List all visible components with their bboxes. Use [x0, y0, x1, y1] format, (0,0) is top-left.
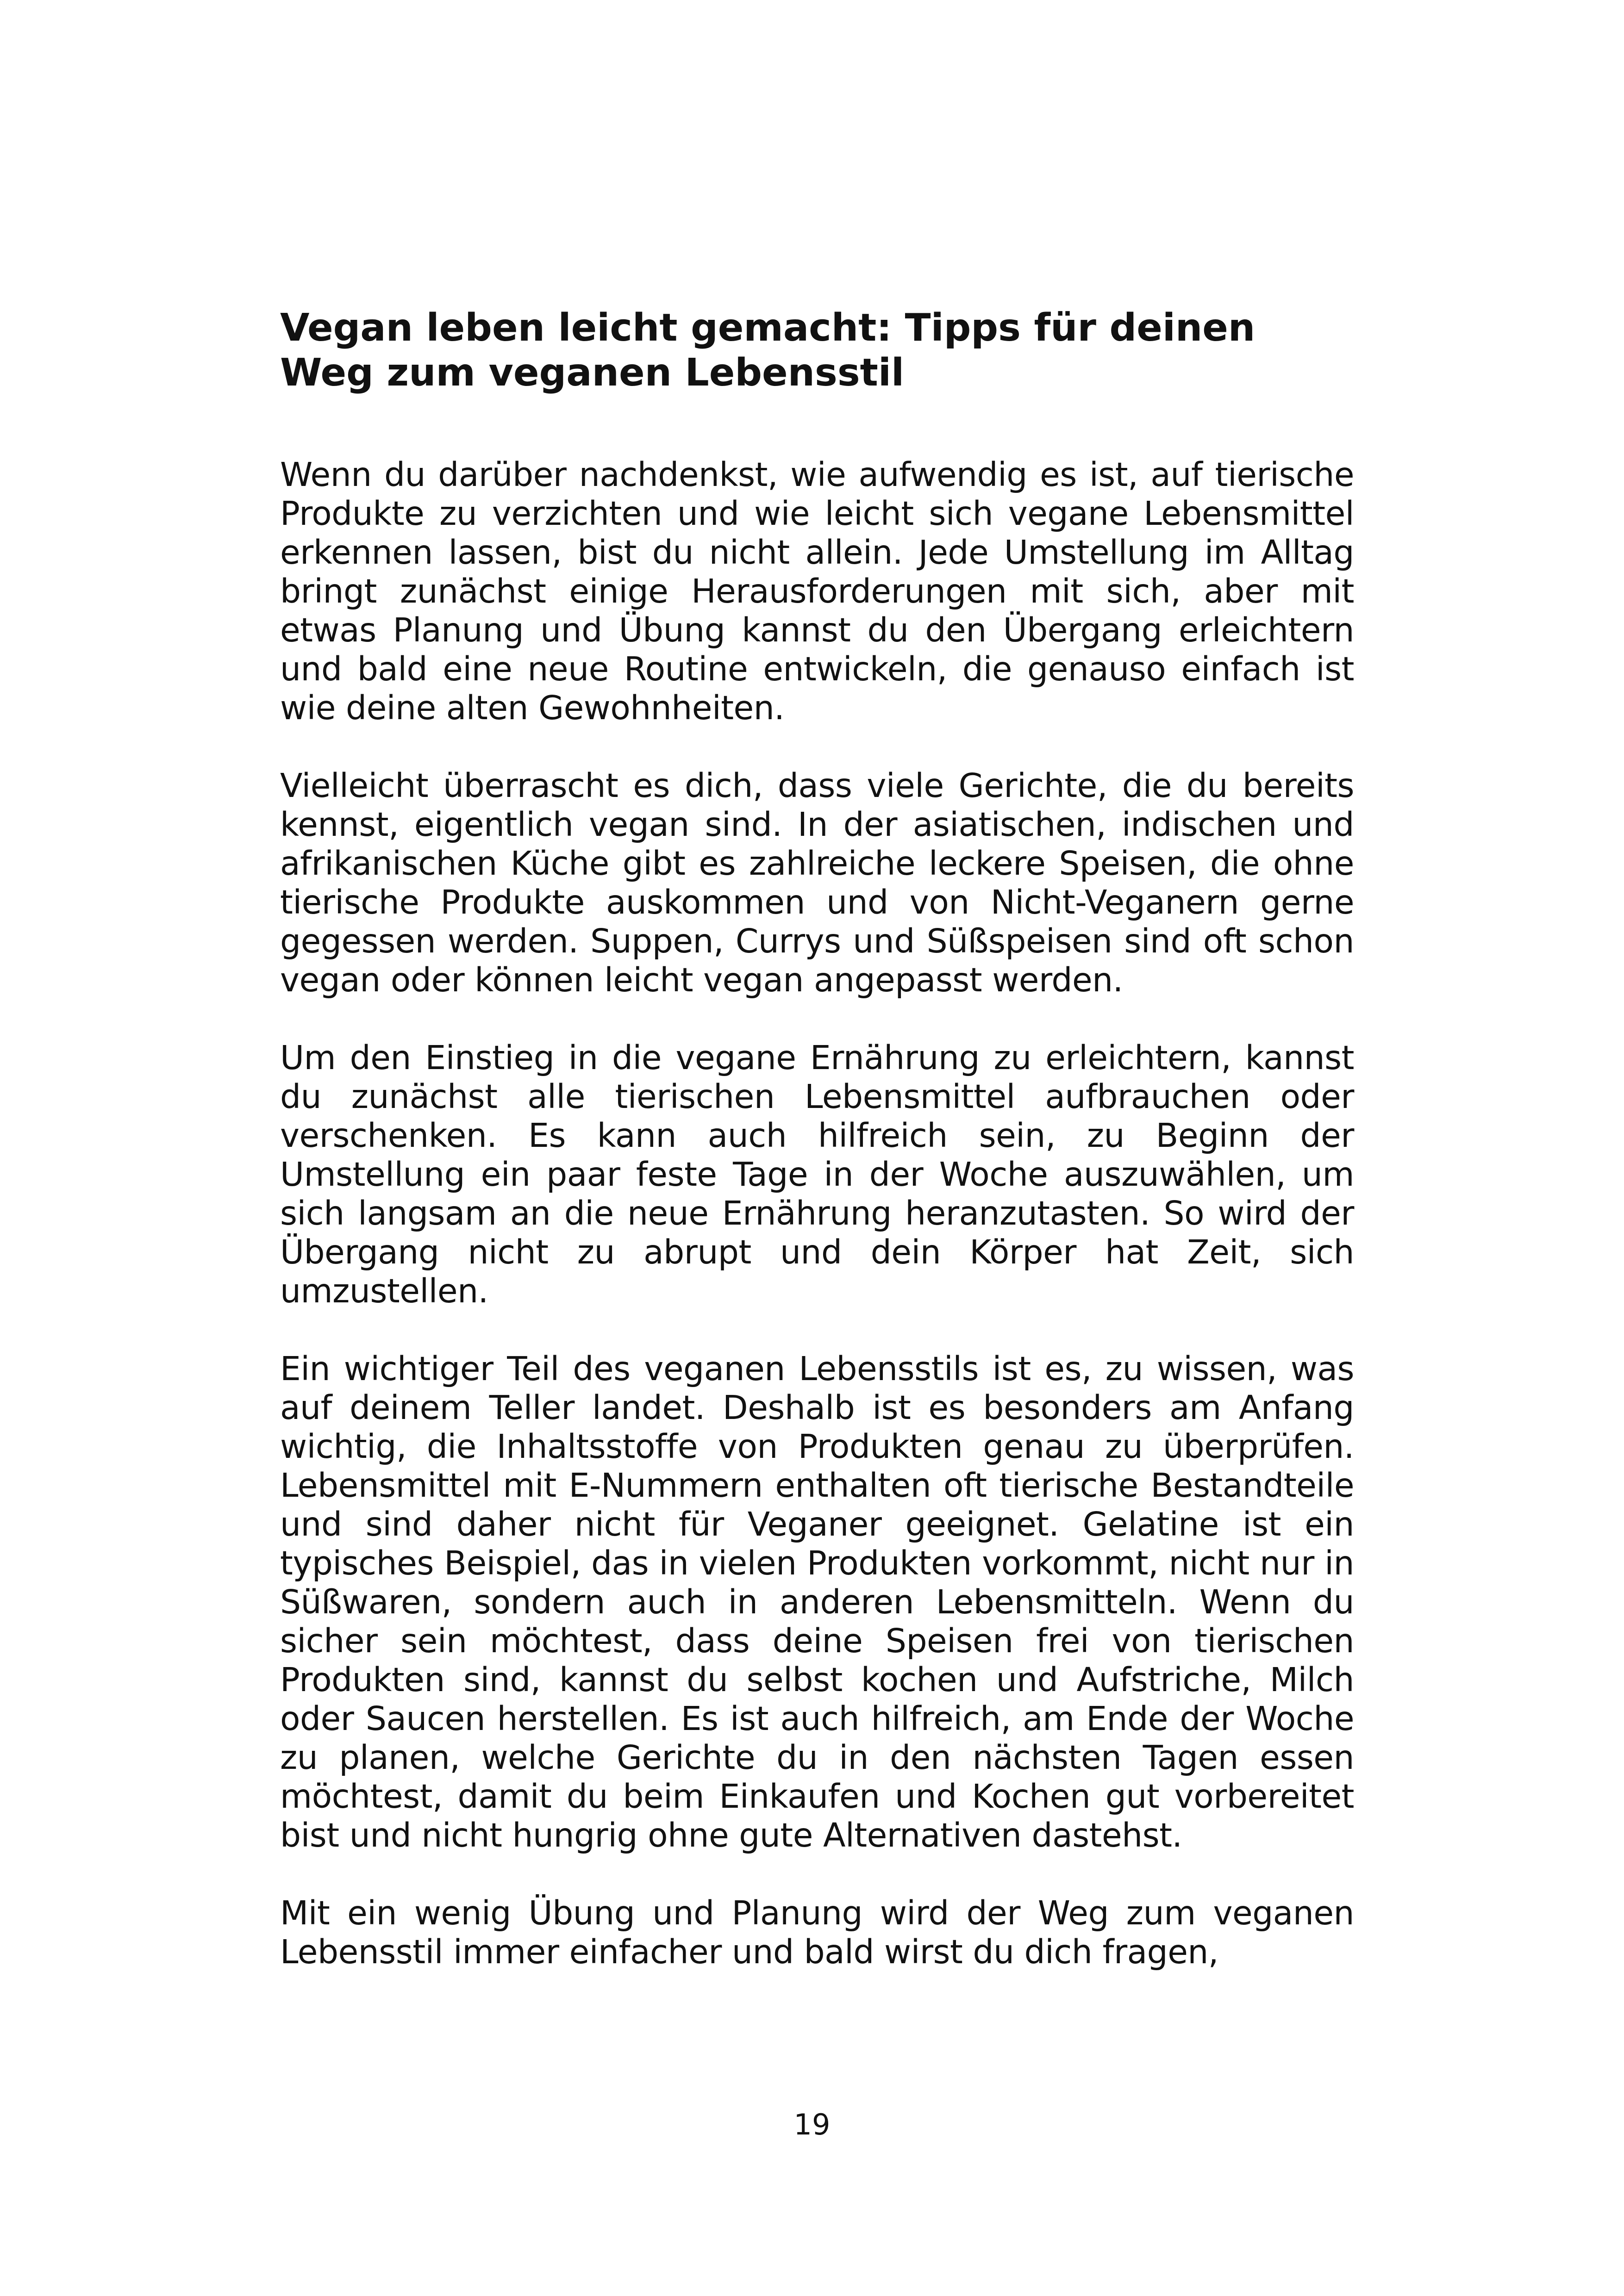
paragraph-1: Wenn du darüber nachdenkst, wie aufwendig es ist, auf tierische Produkte zu verzichten und wie leicht sich vegane Lebensmittel erkennen lassen, bist du nicht allein. Jede Umstellung im Alltag bringt zunächst einige Herausforderungen mit sich, aber mit etwas Planung und Übung kannst du den Übergang erleichtern und bald eine neue Routine entwickeln, die genauso einfach ist wie deine alten Gewohnheiten. [280, 455, 1354, 727]
page-title: Vegan leben leicht gemacht: Tipps für deinen Weg zum veganen Lebensstil [280, 306, 1255, 395]
paragraph-3: Um den Einstieg in die vegane Ernährung zu erleichtern, kannst du zunächst alle tierischen Lebensmittel aufbrauchen oder verschenken. Es kann auch hilfreich sein, zu Beginn der Umstellung ein paar feste Tage in der Woche auszuwählen, um sich langsam an die neue Ernährung heranzutasten. So wird der Übergang nicht zu abrupt und dein Körper hat Zeit, sich umzustellen. [280, 1039, 1354, 1310]
page-number: 19 [793, 2108, 831, 2141]
paragraph-5: Mit ein wenig Übung und Planung wird der Weg zum veganen Lebensstil immer einfacher und bald wirst du dich fragen, [280, 1894, 1354, 1971]
body-text [280, 455, 1354, 1972]
paragraph-4: Ein wichtiger Teil des veganen Lebensstils ist es, zu wissen, was auf deinem Teller landet. Deshalb ist es besonders am Anfang wichtig, die Inhaltsstoffe von Produkten genau zu überprüfen. Lebensmittel mit E-Nummern enthalten oft tierische Bestandteile und sind daher nicht für Veganer geeignet. Gelatine ist ein typisches Beispiel, das in vielen Produkten vorkommt, nicht nur in Süßwaren, sondern auch in anderen Lebensmitteln. Wenn du sicher sein möchtest, dass deine Speisen frei von tierischen Produkten sind, kannst du selbst kochen und Aufstriche, Milch oder Saucen herstellen. Es ist auch hilfreich, am Ende der Woche zu planen, welche Gerichte du in den nächsten Tagen essen möchtest, damit du beim Einkaufen und Kochen gut vorbereitet bist und nicht hungrig ohne gute Alternativen dastehst. [280, 1350, 1354, 1854]
page-content [280, 305, 1354, 1972]
paragraph-2: Vielleicht überrascht es dich, dass viele Gerichte, die du bereits kennst, eigentlich vegan sind. In der asiatischen, indischen und afrikanischen Küche gibt es zahlreiche leckere Speisen, die ohne tierische Produkte auskommen und von Nicht-Veganern gerne gegessen werden. Suppen, Currys und Süßspeisen sind oft schon vegan oder können leicht vegan angepasst werden. [280, 766, 1354, 999]
